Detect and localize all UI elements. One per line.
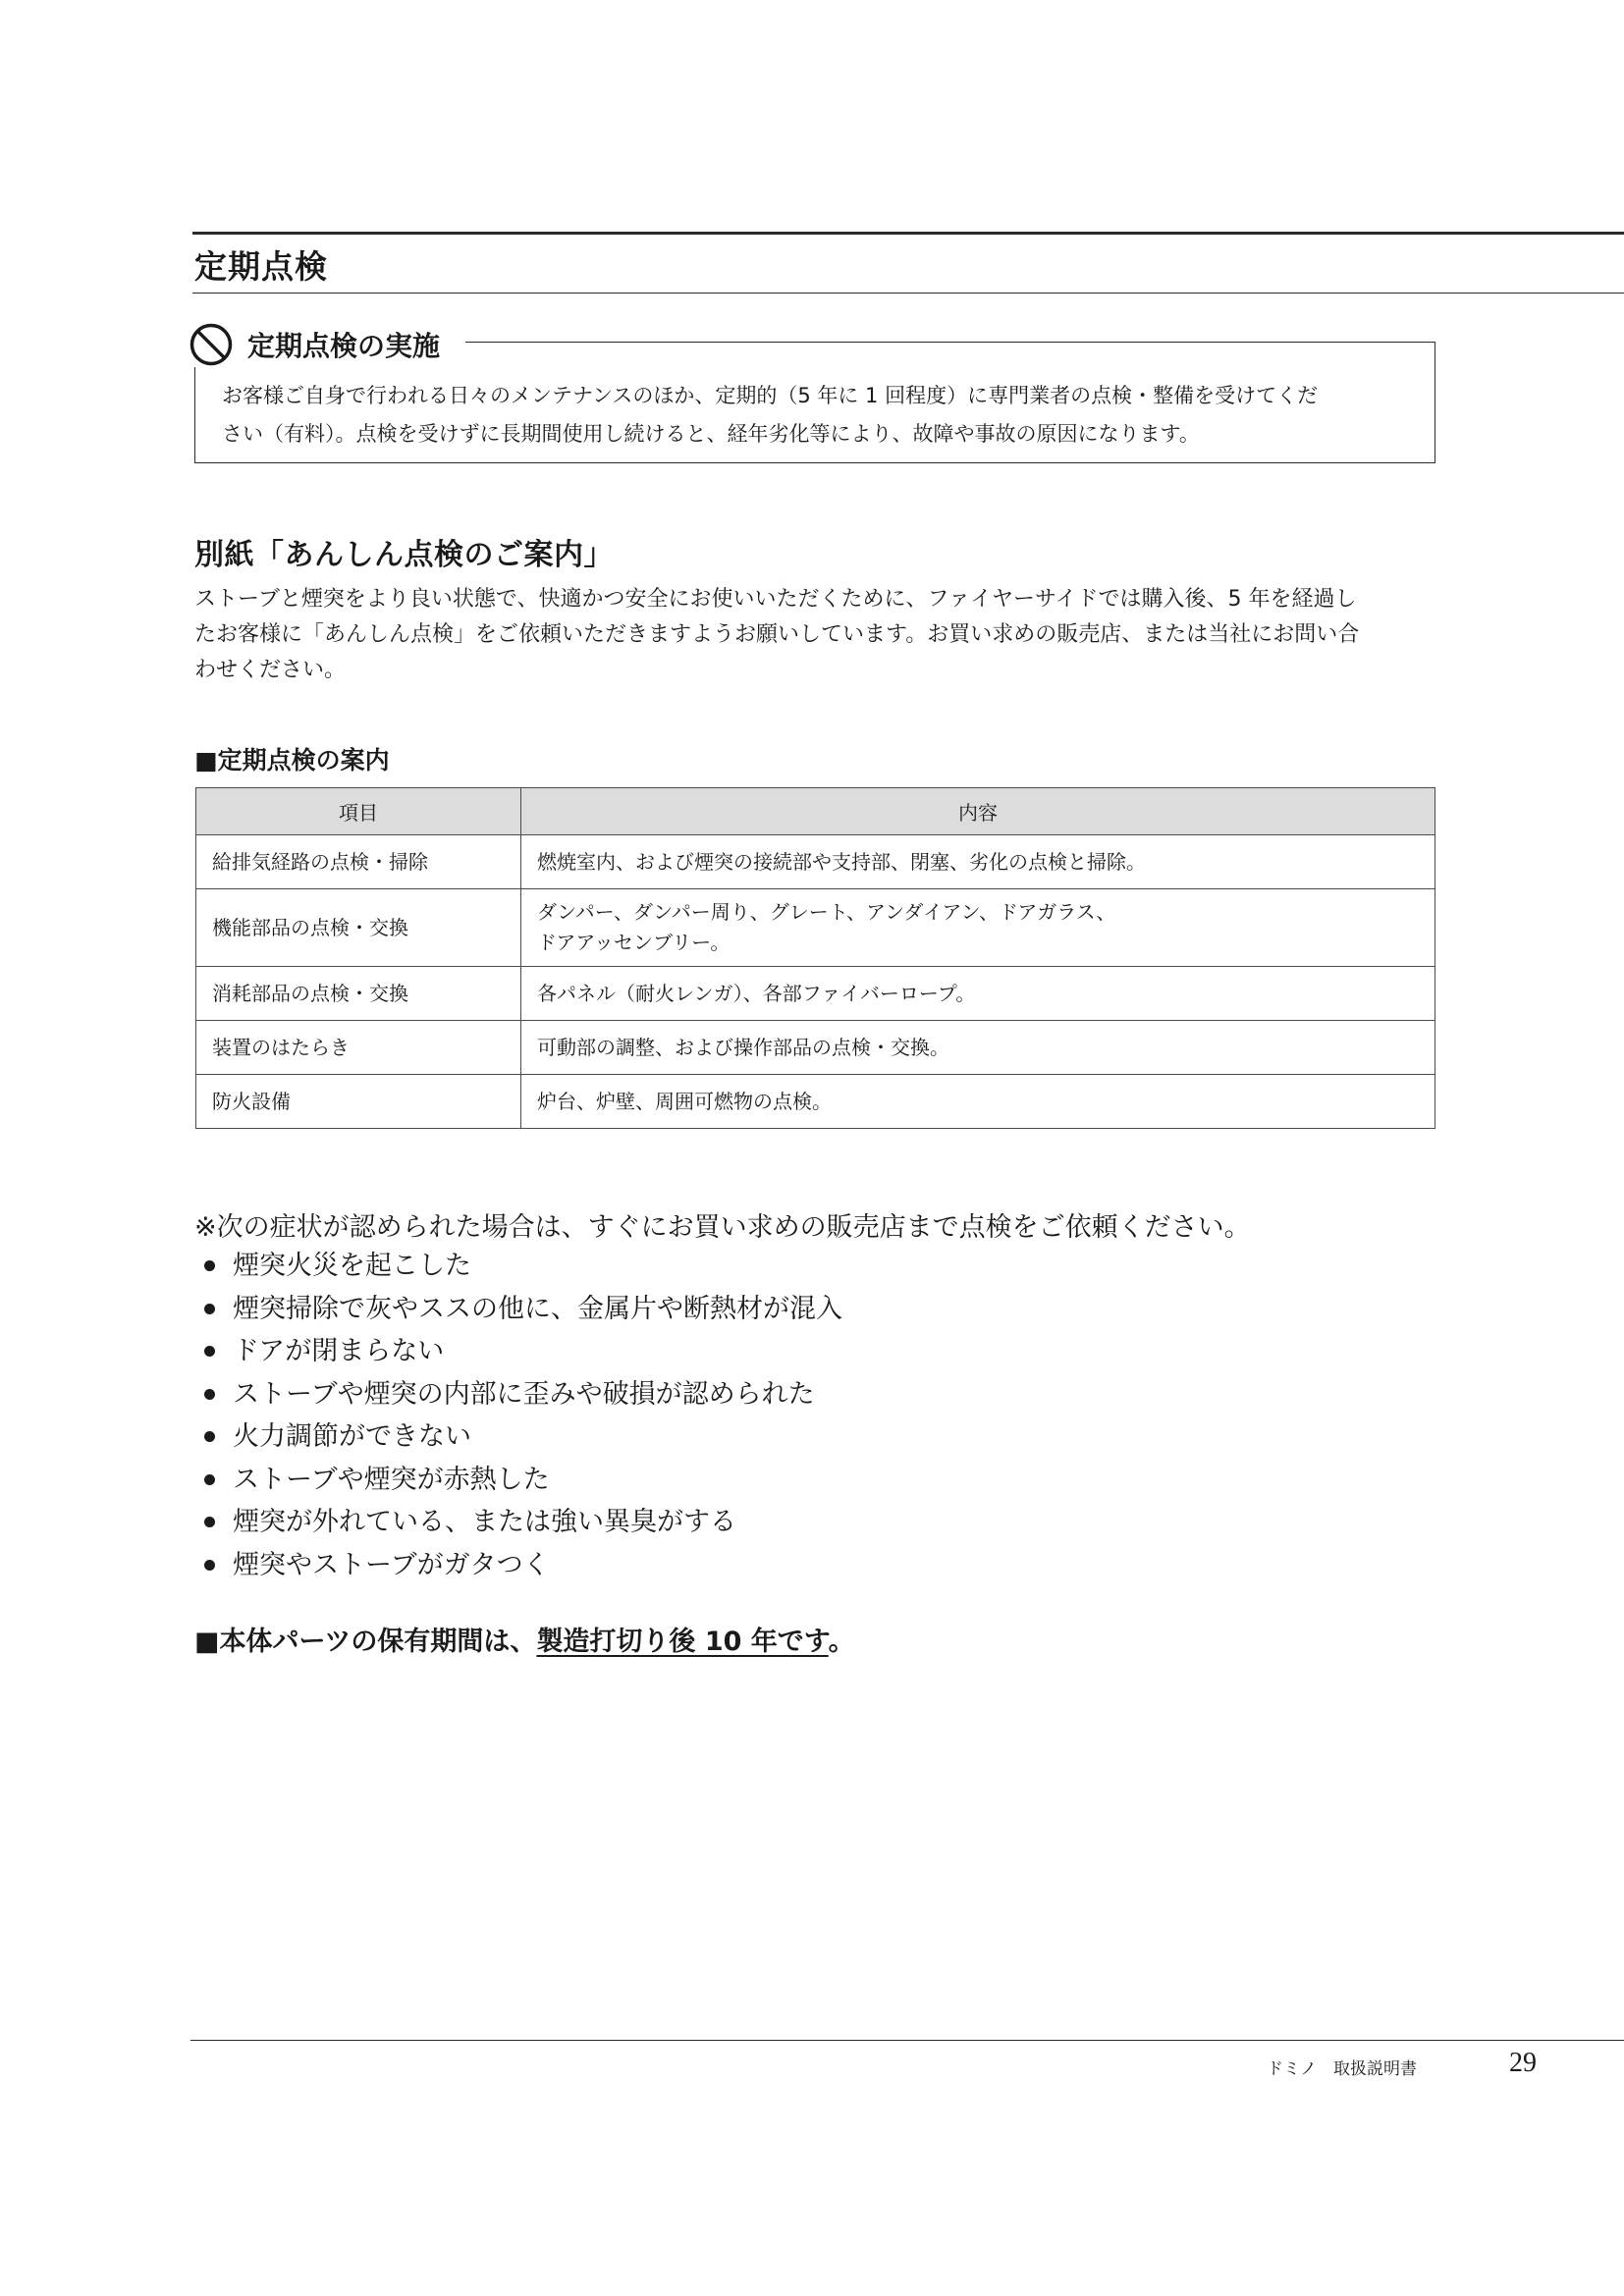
parts-note-prefix: ■本体パーツの保有期間は、 [194, 1627, 537, 1657]
anshin-line: たお客様に「あんしん点検」をご依頼いただきますようお願いしています。お買い求めの販売店、または当社にお問い合 [194, 622, 1360, 647]
notice-line: お客様ご自身で行われる日々のメンテナンスのほか、定期的（5 年に 1 回程度）に専門業者の点検・整備を受けてくだ [222, 384, 1319, 407]
list-item [204, 1415, 842, 1459]
symptom-text: ストーブや煙突が赤熱した [233, 1464, 550, 1495]
list-item [204, 1288, 842, 1331]
list-item [204, 1330, 842, 1373]
anshin-paragraph [194, 582, 1435, 688]
bullet-icon [204, 1304, 215, 1314]
table-header-row [196, 788, 1435, 835]
page-number: 29 [1509, 2048, 1537, 2078]
table-row [196, 1075, 1435, 1129]
list-item [204, 1245, 842, 1288]
list-item [204, 1544, 842, 1587]
section-top-rule [192, 232, 1624, 235]
table-cell-item: 給排気経路の点検・掃除 [196, 835, 521, 889]
list-item [204, 1459, 842, 1502]
table-cell-content [521, 889, 1435, 967]
table-row [196, 889, 1435, 967]
bullet-icon [204, 1431, 215, 1442]
table-cell-item: 消耗部品の点検・交換 [196, 967, 521, 1021]
content-line: ダンパー、ダンパー周り、グレート、アンダイアン、ドアガラス、 [537, 900, 1116, 924]
table-cell-item: 機能部品の点検・交換 [196, 889, 521, 967]
anshin-title: 別紙「あんしん点検のご案内」 [194, 538, 614, 572]
section-bottom-rule [192, 293, 1624, 294]
list-item [204, 1373, 842, 1416]
bullet-icon [204, 1474, 215, 1485]
parts-retention-note [194, 1620, 855, 1658]
anshin-line: ストーブと煙突をより良い状態で、快適かつ安全にお使いいただくために、ファイヤーサイドでは購入後、5 年を経過し [194, 587, 1357, 612]
footer-doc-title: ドミノ 取扱説明書 [1267, 2059, 1417, 2079]
notice-title: 定期点検の実施 [247, 330, 441, 362]
table-header-item: 項目 [196, 788, 521, 835]
table-row [196, 835, 1435, 889]
anshin-line: わせください。 [194, 658, 347, 682]
table-row [196, 967, 1435, 1021]
table-row [196, 1021, 1435, 1075]
symptom-list [204, 1245, 842, 1586]
table-cell-content [521, 835, 1435, 889]
inspection-table-title: ■定期点検の案内 [194, 746, 390, 774]
table-cell-item: 装置のはたらき [196, 1021, 521, 1075]
parts-note-suffix: 。 [828, 1627, 855, 1657]
inspection-table [195, 787, 1435, 1129]
bullet-icon [204, 1260, 215, 1271]
section-title: 定期点検 [194, 247, 328, 286]
prohibition-icon [189, 322, 234, 367]
table-cell-content [521, 967, 1435, 1021]
content-line: ドアアッセンブリー。 [537, 931, 731, 954]
symptom-text: 煙突が外れている、または強い異臭がする [233, 1507, 736, 1537]
symptom-text: 火力調節ができない [233, 1421, 471, 1452]
footer-rule [190, 2040, 1624, 2041]
notice-line: さい（有料）。点検を受けずに長期間使用し続けると、経年劣化等により、故障や事故の原因になります。 [222, 422, 1200, 446]
bullet-icon [204, 1389, 215, 1400]
list-item [204, 1501, 842, 1544]
notice-text [222, 377, 1416, 454]
symptom-text: 煙突掃除で灰やススの他に、金属片や断熱材が混入 [233, 1293, 842, 1324]
symptom-text: ストーブや煙突の内部に歪みや破損が認められた [233, 1378, 815, 1410]
content-line: 燃焼室内、および煙突の接続部や支持部、閉塞、劣化の点検と掃除。 [537, 849, 1146, 874]
content-line: 可動部の調整、および操作部品の点検・交換。 [537, 1035, 949, 1059]
bullet-icon [204, 1346, 215, 1357]
content-line: 各パネル（耐火レンガ）、各部ファイバーロープ。 [537, 981, 976, 1005]
symptom-text: 煙突火災を起こした [233, 1251, 471, 1281]
symptom-text: ドアが閉まらない [233, 1336, 445, 1366]
bullet-icon [204, 1560, 215, 1571]
table-cell-item: 防火設備 [196, 1075, 521, 1129]
table-header-content: 内容 [521, 788, 1435, 835]
bullet-icon [204, 1517, 215, 1527]
content-line: 炉台、炉壁、周囲可燃物の点検。 [537, 1089, 832, 1113]
table-cell-content [521, 1021, 1435, 1075]
symptom-text: 煙突やストーブがガタつく [233, 1549, 550, 1580]
notice-heading [189, 322, 465, 367]
symptom-intro: ※次の症状が認められた場合は、すぐにお買い求めの販売店まで点検をご依頼ください。 [194, 1212, 1251, 1243]
table-cell-content [521, 1075, 1435, 1129]
parts-note-emphasis: 製造打切り後 10 年です [536, 1627, 829, 1657]
